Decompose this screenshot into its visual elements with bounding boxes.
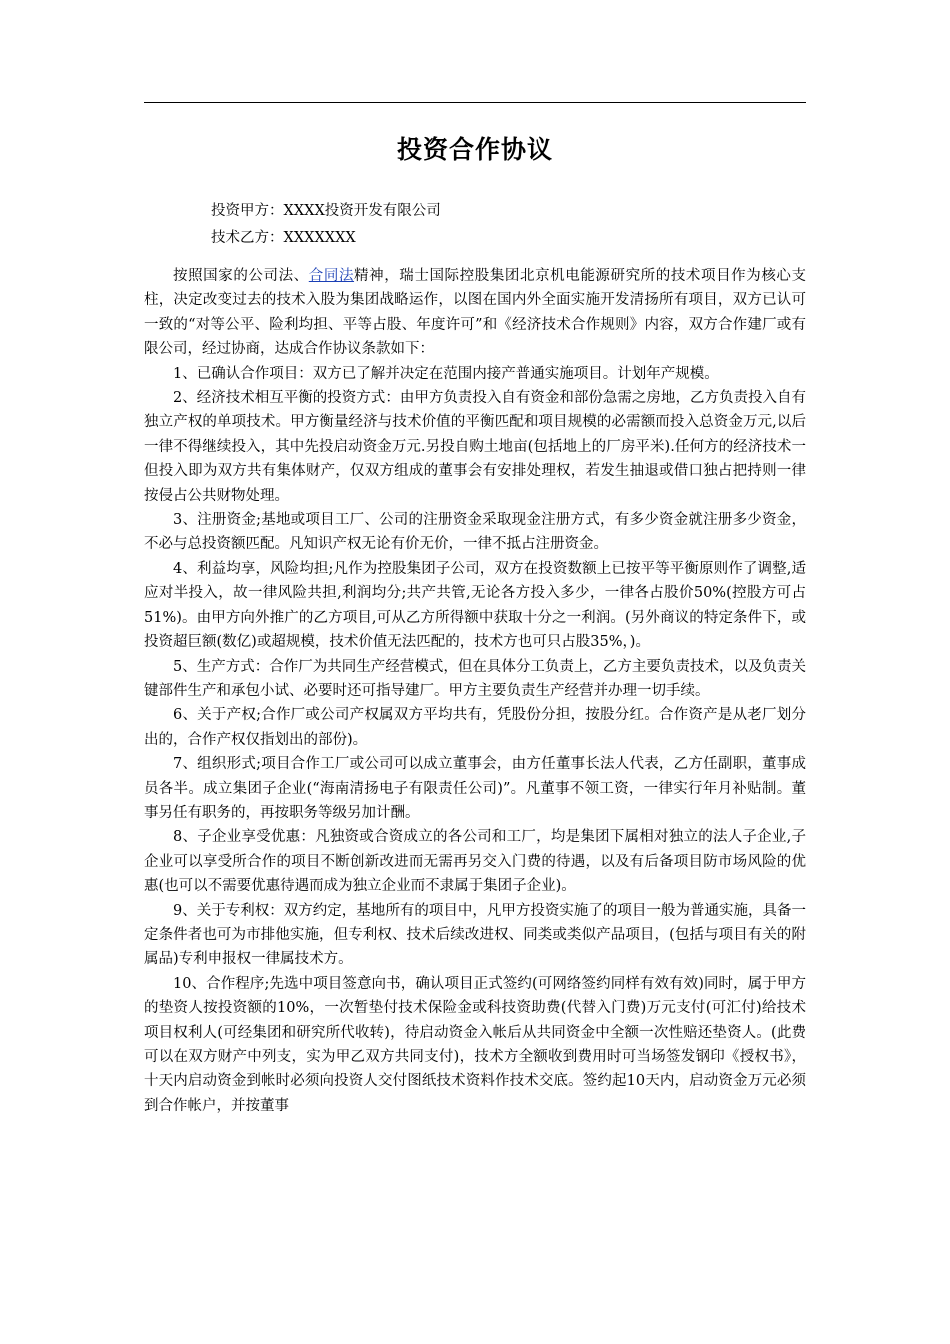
- clause-6: 6、关于产权;合作厂或公司产权属双方平均共有，凭股份分担，按股分红。合作资产是从老厂划分出的，合作产权仅指划出的部份)。: [144, 707, 806, 748]
- clause-9: 9、关于专利权：双方约定，基地所有的项目中，凡甲方投资实施了的项目一般为普通实施，具备一定条件者也可为市排他实施，但专利权、技术后续改进权、同类或类似产品项目，(包括与项目有关的附属品)专利申报权一律属技术方。: [144, 902, 806, 968]
- intro-text-end: 精神，瑞士国际控股集团北京机电能源研究所的技术项目作为核心支柱，决定改变过去的技术入股为集团战略运作，以图在国内外全面实施开发清扬所有项目，双方已认可一致的“对等公平、险利均担、平等占股、年度许可”和《经济技术合作规则》内容，双方合作建厂或有限公司，经过协商，达成合作协议条款如下：: [144, 268, 807, 358]
- clause-10: 10、合作程序;先选中项目签意向书，确认项目正式签约(可网络签约同样有效有效)同时，属于甲方的垫资人按投资额的10%，一次暂垫付技术保险金或科技资助费(代替入门费)万元支付(可汇付)给技术项目权利人(可经集团和研究所代收转)，待启动资金入帐后从共同资金中全额一次性赔还垫资人。(此费可以在双方财产中列支，实为甲乙双方共同支付)，技术方全额收到费用时可当场签发钢印《授权书》，十天内启动资金到帐时必须向投资人交付图纸技术资料作技术交底。签约起10天内，启动资金万元必须到合作帐户，并按董事: [144, 975, 806, 1114]
- header-rule: [144, 102, 806, 103]
- intro-paragraph: [144, 264, 806, 362]
- clause-1: 1、已确认合作项目：双方已了解并决定在范围内接产普通实施项目。计划年产规模。: [173, 365, 719, 382]
- agreement-body: [144, 264, 806, 1118]
- clause-3: 3、注册资金;基地或项目工厂、公司的注册资金采取现金注册方式，有多少资金就注册多少资金，不必与总投资额匹配。凡知识产权无论有价无价，一律不抵占注册资金。: [144, 512, 806, 553]
- clause-8: 8、子企业享受优惠：凡独资或合资成立的各公司和工厂，均是集团下属相对独立的法人子企业,子企业可以享受所合作的项目不断创新改进而无需再另交入门费的待遇，以及有后备项目防市场风险的优惠(也可以不需要优惠待遇而成为独立企业而不隶属于集团子企业)。: [144, 829, 806, 895]
- intro-text-start: 按照国家的公司法、: [173, 268, 309, 284]
- contract-law-link[interactable]: 合同法: [308, 268, 355, 284]
- party-b-line: 技术乙方：XXXXXXX: [211, 230, 356, 246]
- clause-7: 7、组织形式;项目合作工厂或公司可以成立董事会，由方任董事长法人代表，乙方任副职，董事成员各半。成立集团子企业(“海南清扬电子有限责任公司)”。凡董事不领工资，一律实行年月补贴制。董事另任有职务的，再按职务等级另加计酬。: [144, 756, 806, 821]
- clause-4: 4、利益均享，风险均担;凡作为控股集团子公司，双方在投资数额上已按平等平衡原则作了调整,适应对半投入，故一律风险共担,利润均分;共产共管,无论各方投入多少，一律各占股价50%(控股方可占51%)。由甲方向外推广的乙方项目,可从乙方所得额中获取十分之一利润。(另外商议的特定条件下，或投资超巨额(数亿)或超规模，技术价值无法匹配的，技术方也可只占股35%，)。: [144, 560, 806, 651]
- party-a-line: 投资甲方：XXXX投资开发有限公司: [211, 203, 441, 219]
- clause-5: 5、生产方式：合作厂为共同生产经营模式，但在具体分工负责上，乙方主要负责技术，以及负责关键部件生产和承包小试、必要时还可指导建厂。甲方主要负责生产经营并办理一切手续。: [144, 658, 806, 699]
- clause-2: 2、经济技术相互平衡的投资方式：由甲方负责投入自有资金和部份急需之房地，乙方负责投入自有独立产权的单项技术。甲方衡量经济与技术价值的平衡匹配和项目规模的必需额而投入总资金万元,以后一律不得继续投入，其中先投启动资金万元.另投自购土地亩(包括地上的厂房平米).任何方的经济技术一但投入即为双方共有集体财产，仅双方组成的董事会有安排处理权，若发生抽退或借口独占把持则一律按侵占公共财物处理。: [144, 390, 806, 504]
- document-title: 投资合作协议: [396, 135, 553, 164]
- parties-block: [211, 198, 441, 252]
